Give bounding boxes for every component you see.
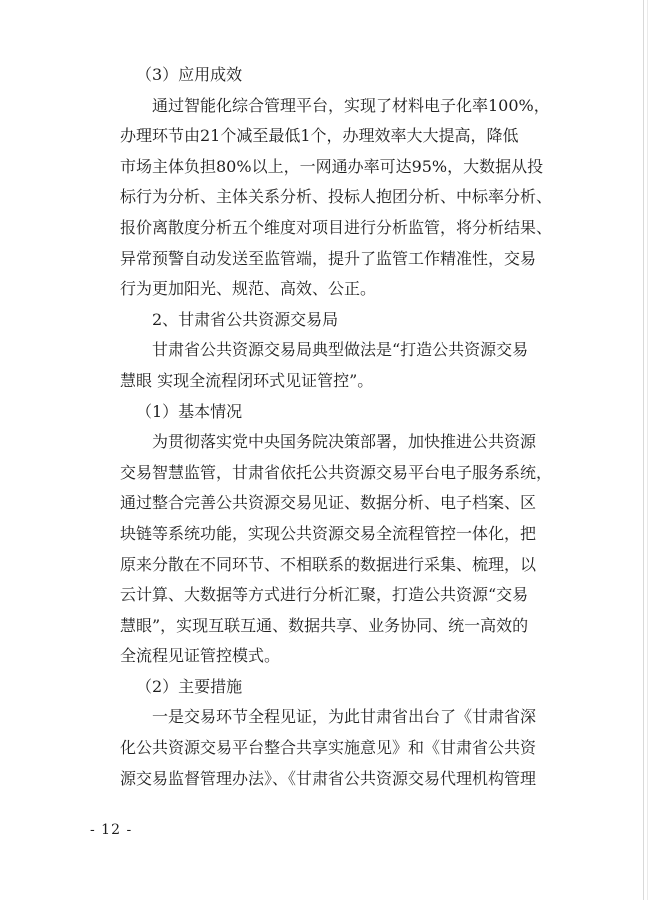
subheading-outcomes: （3）应用成效 <box>136 65 243 84</box>
paragraph-line: 办理环节由21个减至最低1个，办理效率大大提高，降低 <box>120 126 519 146</box>
paragraph-line: 报价离散度分析五个维度对项目进行分析监管，将分析结果、 <box>120 217 553 237</box>
paragraph-line: 行为更加阳光、规范、高效、公正。 <box>120 279 377 299</box>
document-body <box>120 60 553 794</box>
paragraph-line: 市场主体负担80%以上，一网通办率可达95%，大数据从投 <box>120 156 544 176</box>
page-number: - 12 - <box>90 822 133 838</box>
paragraph-line: 源交易监督管理办法》、《甘肃省公共资源交易代理机构管理 <box>120 768 537 788</box>
paragraph-line: 慧眼”，实现互联互通、数据共享、业务协同、统一高效的 <box>120 615 529 635</box>
page-edge <box>643 0 644 900</box>
paragraph-line: 块链等系统功能，实现公共资源交易全流程管控一体化，把 <box>120 523 537 543</box>
paragraph-line: 化公共资源交易平台整合共享实施意见》和《甘肃省公共资 <box>120 738 537 758</box>
paragraph-line: 通过智能化综合管理平台，实现了材料电子化率100%， <box>152 95 550 115</box>
subheading-measures: （2）主要措施 <box>136 676 243 696</box>
paragraph-line: 通过整合完善公共资源交易见证、数据分析、电子档案、区 <box>120 493 537 513</box>
page-edge <box>647 0 648 900</box>
paragraph-line: 为贯彻落实党中央国务院决策部署，加快推进公共资源 <box>152 432 537 452</box>
paragraph-line: 一是交易环节全程见证，为此甘肃省出台了《甘肃省深 <box>152 707 537 727</box>
subheading-basic-info: （1）基本情况 <box>136 401 243 421</box>
paragraph-line: 异常预警自动发送至监管端，提升了监管工作精准性，交易 <box>120 248 537 268</box>
paragraph-line: 原来分散在不同环节、不相联系的数据进行采集、梳理，以 <box>120 554 537 574</box>
paragraph-line: 云计算、大数据等方式进行分析汇聚，打造公共资源“交易 <box>120 585 529 605</box>
paragraph-line: 全流程见证管控模式。 <box>120 646 281 666</box>
paragraph-line: 甘肃省公共资源交易局典型做法是“打造公共资源交易 <box>152 340 529 360</box>
paragraph-line: 标行为分析、主体关系分析、投标人抱团分析、中标率分析、 <box>120 187 553 207</box>
section-heading-gansu: 2、甘肃省公共资源交易局 <box>152 309 339 329</box>
paragraph-line: 交易智慧监管，甘肃省依托公共资源交易平台电子服务系统， <box>120 462 553 482</box>
paragraph-line: 慧眼 实现全流程闭环式见证管控”。 <box>120 370 374 390</box>
